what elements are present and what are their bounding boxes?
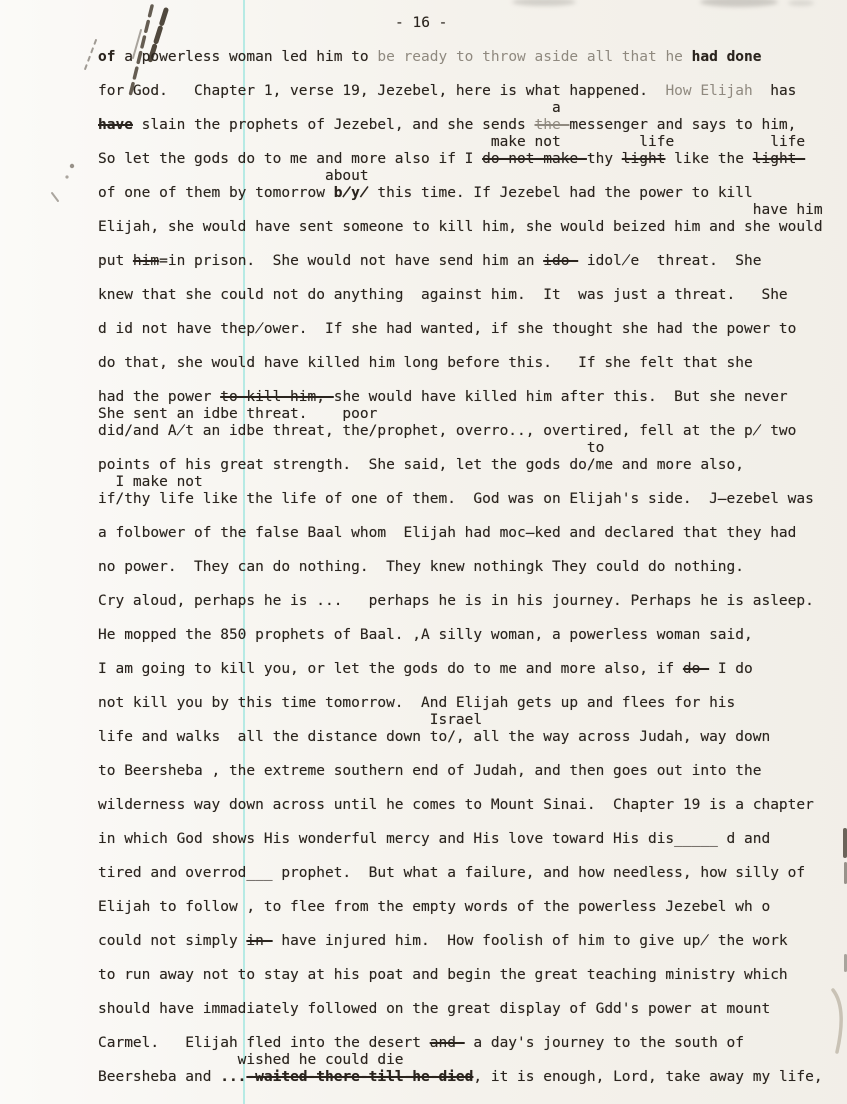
typewriter-text: poor — [307, 406, 378, 422]
typewriter-text: life — [674, 134, 806, 150]
typewriter-text: do that, she would have killed him long before this. If she felt that she — [98, 355, 753, 371]
typewriter-text: have him — [98, 202, 823, 218]
text-line — [98, 593, 847, 610]
struck-out-text: have — [98, 117, 133, 133]
page-number-line — [98, 15, 847, 32]
typewriter-text: a folbower of the false Baal whom Elijah had moc̶ked and declared that they had — [98, 525, 797, 541]
text-line — [98, 219, 847, 236]
typewriter-text: had the power — [98, 389, 221, 405]
struck-out-text: light — [621, 151, 666, 167]
text-line — [98, 1001, 847, 1018]
text-line — [98, 797, 847, 814]
text-line — [98, 151, 847, 168]
interlinear-insertion-line — [98, 100, 847, 117]
struck-out-text: and- — [429, 1035, 465, 1051]
text-line — [98, 355, 847, 372]
typewriter-text: a — [98, 100, 561, 116]
typewriter-text: be ready to throw aside all that he — [377, 49, 683, 65]
typewriter-text: of one of them by tomorrow — [98, 185, 334, 201]
interlinear-insertion-line — [98, 202, 847, 219]
interlinear-insertion-line — [98, 440, 847, 457]
text-line — [98, 865, 847, 882]
typewriter-text: slain the prophets of Jezebel, and she sends — [132, 117, 535, 133]
typewriter-text: did/and A̸t an idbe threat, the/prophet, overro.., overtired, fell at the p̸ two — [98, 423, 797, 439]
typewriter-text: not kill you by this time tomorrow. And Elijah gets up and flees for his — [98, 695, 736, 711]
typewriter-text — [683, 49, 692, 65]
typewriter-text: He mopped the 850 prophets of Baal. ‚A silly woman, a powerless woman said, — [98, 627, 753, 643]
interlinear-insertion-line — [98, 712, 847, 729]
text-line — [98, 185, 847, 202]
typewriter-text: Elijah to follow , to flee from the empty words of the powerless Jezebel wh o — [98, 899, 771, 915]
typewriter-text: has — [752, 83, 797, 99]
scan-smudge — [700, 0, 778, 7]
typewriter-text: idol̸e threat. She — [578, 253, 762, 269]
struck-out-text: do-not-make- — [482, 151, 587, 167]
typewriter-text: like the — [665, 151, 753, 167]
scan-smudge — [512, 0, 576, 6]
typewriter-text: d id not have thep̸ower. If she had wanted, if she thought she had the power to — [98, 321, 797, 337]
scan-smudge — [788, 0, 814, 6]
typewriter-text: a day's journey to the south of — [464, 1035, 745, 1051]
text-line — [98, 559, 847, 576]
typewriter-text: about — [98, 168, 369, 184]
text-line — [98, 253, 847, 270]
typewriter-text: points of his great strength. She said, let the gods do/me and more also, — [98, 457, 745, 473]
typewriter-text: of — [98, 49, 116, 65]
typewriter-text: tired and overrod___ prophet. But what a failure, and how needless, how silly of — [98, 865, 806, 881]
typewriter-text: Elijah, she would have sent someone to kill him, she would beized him and she would — [98, 219, 823, 235]
typewriter-text: How Elijah — [665, 83, 753, 99]
typewriter-text: She sent an idbe threat. — [98, 406, 308, 422]
typewriter-text: to run away not to stay at his poat and begin the great teaching ministry which — [98, 967, 788, 983]
typewriter-text: =in prison. She would not have send him an — [159, 253, 544, 269]
typewriter-text: knew that she could not do anything against him. It was just a threat. She — [98, 287, 788, 303]
typewritten-text — [98, 15, 847, 1086]
page-number: - 16 - — [395, 15, 448, 31]
typewriter-text: to — [98, 440, 605, 456]
text-line — [98, 933, 847, 950]
typewriter-text: I do — [709, 661, 753, 677]
text-line — [98, 1069, 847, 1086]
typewriter-text: b̸y̸ — [333, 185, 369, 201]
struck-out-text: the- — [534, 117, 570, 133]
struck-out-text: in- — [246, 933, 273, 949]
interlinear-insertion-line — [98, 134, 847, 151]
typewriter-text: Cry aloud, perhaps he is ... perhaps he is in his journey. Perhaps he is asleep. — [98, 593, 814, 609]
struck-out-text: -waited-there-till-he-died — [246, 1069, 474, 1085]
interlinear-insertion-line — [98, 1052, 847, 1069]
typewriter-text: a powerless woman led him to — [115, 49, 378, 65]
typewriter-text: in which God shows His wonderful mercy and His love toward His dis_____ d and — [98, 831, 771, 847]
text-line — [98, 967, 847, 984]
struck-out-text: to-kill-him,- — [220, 389, 334, 405]
interlinear-insertion-line — [98, 474, 847, 491]
typewriter-text: life and walks all the distance down to/, all the way across Judah, way down — [98, 729, 771, 745]
typewriter-text: for God. Chapter 1, verse 19, Jezebel, here is what happened. — [98, 83, 666, 99]
typewriter-text: this time. If Jezebel had the power to kill — [368, 185, 753, 201]
typewriter-text: ... — [220, 1069, 247, 1085]
typewriter-text: should have immadiately followed on the great display of Gdd's power at mount — [98, 1001, 771, 1017]
typewriter-text: if/thy life like the life of one of them. God was on Elijah's side. J̶ezebel was — [98, 491, 814, 507]
typewriter-text: had done — [691, 49, 762, 65]
text-line — [98, 695, 847, 712]
typewriter-text: So let the gods do to me and more also if I — [98, 151, 483, 167]
text-line — [98, 491, 847, 508]
typewriter-text: wished he could die — [98, 1052, 404, 1068]
text-line — [98, 729, 847, 746]
typewriter-text: Beersheba and — [98, 1069, 221, 1085]
typewriter-text: could not simply — [98, 933, 247, 949]
text-line — [98, 525, 847, 542]
struck-out-text: ido- — [543, 253, 579, 269]
text-line — [98, 423, 847, 440]
text-line — [98, 287, 847, 304]
text-line — [98, 389, 847, 406]
text-line — [98, 831, 847, 848]
text-line — [98, 627, 847, 644]
typewriter-text: no power. They can do nothing. They knew nothingk They could do nothing. — [98, 559, 745, 575]
text-line — [98, 899, 847, 916]
typewriter-text: Israel — [98, 712, 483, 728]
typewriter-text: life — [560, 134, 675, 150]
typewriter-text: she would have killed him after this. But she never — [333, 389, 788, 405]
text-line — [98, 49, 847, 66]
text-line — [98, 321, 847, 338]
text-line — [98, 83, 847, 100]
typewriter-text: to Beersheba , the extreme southern end of Judah, and then goes out into the — [98, 763, 762, 779]
text-line — [98, 457, 847, 474]
text-line — [98, 763, 847, 780]
text-line — [98, 661, 847, 678]
typewriter-text: have injured him. How foolish of him to give up̸ the work — [272, 933, 788, 949]
typewriter-text: thy — [586, 151, 622, 167]
typewriter-text: I am going to kill you, or let the gods do to me and more also, if — [98, 661, 683, 677]
typewriter-text: messenger and says to him, — [569, 117, 797, 133]
interlinear-insertion-line — [98, 406, 847, 423]
typewriter-text: I make not — [98, 474, 203, 490]
struck-out-text: him — [132, 253, 160, 269]
typewriter-text: make not — [98, 134, 561, 150]
text-line — [98, 1035, 847, 1052]
typewriter-text: put — [98, 253, 133, 269]
struck-out-text: do- — [682, 661, 710, 677]
interlinear-insertion-line — [98, 168, 847, 185]
typewriter-text: wilderness way down across until he comes to Mount Sinai. Chapter 19 is a chapter — [98, 797, 814, 813]
typewriter-text: , it is enough, Lord, take away my life, — [473, 1069, 823, 1085]
text-line — [98, 117, 847, 134]
struck-out-text: light- — [752, 151, 806, 167]
typewriter-text: Carmel. Elijah fled into the desert — [98, 1035, 430, 1051]
